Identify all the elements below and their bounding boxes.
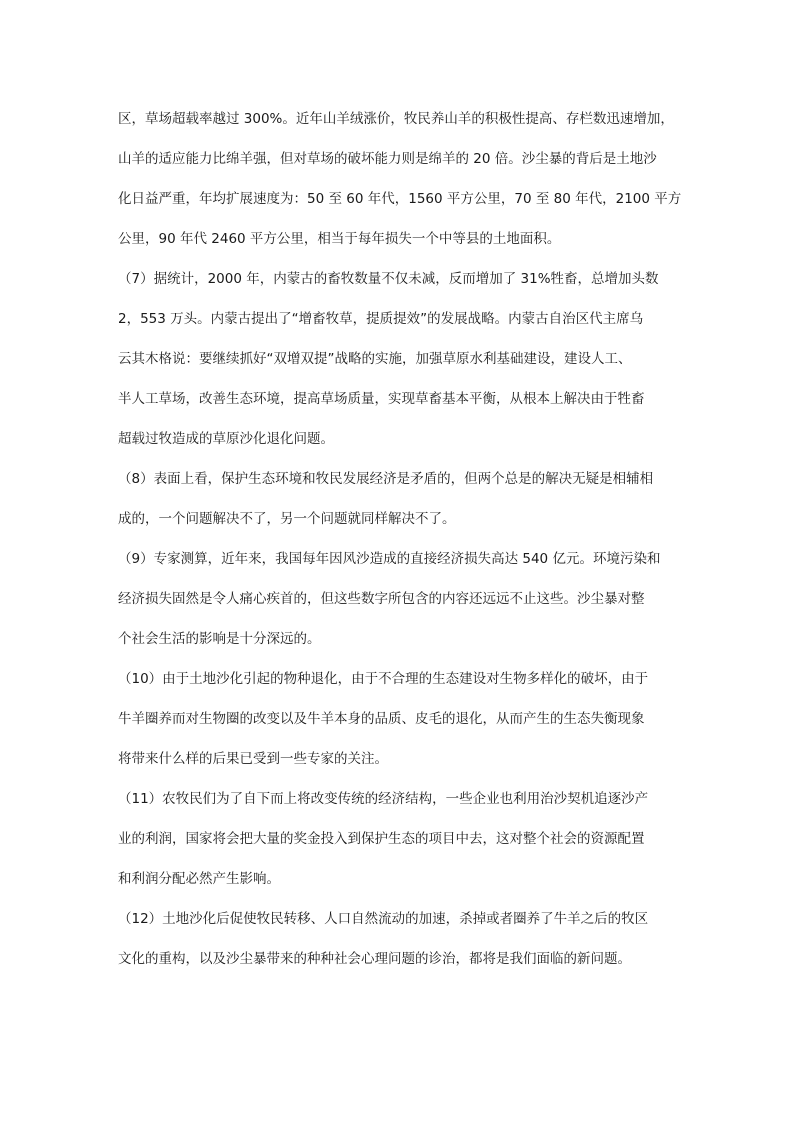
text-line: 成的，一个问题解决不了，另一个问题就同样解决不了。	[118, 511, 456, 527]
text-line: 公里，90 年代 2460 平方公里，相当于每年损失一个中等县的土地面积。	[118, 231, 561, 247]
text-line: 牛羊圈养而对生物圈的改变以及牛羊本身的品质、皮毛的退化，从而产生的生态失衡现象	[118, 711, 645, 727]
paragraph-11-line: （11）农牧民们为了自下而上将改变传统的经济结构，一些企业也利用治沙契机追逐沙产	[118, 791, 649, 807]
text-line: 个社会生活的影响是十分深远的。	[118, 631, 321, 647]
text-line: 文化的重构，以及沙尘暴带来的种种社会心理问题的诊治，都将是我们面临的新问题。	[118, 951, 631, 967]
paragraph-8-line: （8）表面上看，保护生态环境和牧民发展经济是矛盾的，但两个总是的解决无疑是相辅相	[118, 471, 654, 487]
paragraph-12-line: （12）土地沙化后促使牧民转移、人口自然流动的加速，杀掉或者圈养了牛羊之后的牧区	[118, 911, 649, 927]
paragraph-10-line: （10）由于土地沙化引起的物种退化，由于不合理的生态建设对生物多样化的破坏，由于	[118, 671, 649, 687]
text-line: 半人工草场，改善生态环境，提高草场质量，实现草畜基本平衡，从根本上解决由于牲畜	[118, 391, 645, 407]
text-line: 经济损失固然是令人痛心疾首的，但这些数字所包含的内容还远远不止这些。沙尘暴对整	[118, 591, 645, 607]
text-line: 山羊的适应能力比绵羊强，但对草场的破坏能力则是绵羊的 20 倍。沙尘暴的背后是土地沙	[118, 151, 657, 167]
paragraph-7-line: （7）据统计，2000 年，内蒙古的畜牧数量不仅未减，反而增加了 31%牲畜，总增加头数	[118, 271, 659, 287]
text-line: 业的利润，国家将会把大量的奖金投入到保护生态的项目中去，这对整个社会的资源配置	[118, 831, 645, 847]
text-line: 将带来什么样的后果已受到一些专家的关注。	[118, 751, 388, 767]
text-line: 超载过牧造成的草原沙化退化问题。	[118, 431, 334, 447]
text-line: 区，草场超载率越过 300%。近年山羊绒涨价，牧民养山羊的积极性提高、存栏数迅速增加，	[118, 111, 674, 127]
text-line: 云其木格说：要继续抓好“双增双提”战略的实施，加强草原水利基础建设，建设人工、	[118, 351, 632, 367]
paragraph-9-line: （9）专家测算，近年来，我国每年因风沙造成的直接经济损失高达 540 亿元。环境污染和	[118, 551, 661, 567]
text-line: 化日益严重，年均扩展速度为：50 至 60 年代，1560 平方公里，70 至 80 年代，2100 平方	[118, 191, 682, 207]
text-line: 和利润分配必然产生影响。	[118, 871, 280, 887]
text-line: 2，553 万头。内蒙古提出了“增畜牧草，提质提效”的发展战略。内蒙古自治区代主席乌	[118, 311, 644, 327]
